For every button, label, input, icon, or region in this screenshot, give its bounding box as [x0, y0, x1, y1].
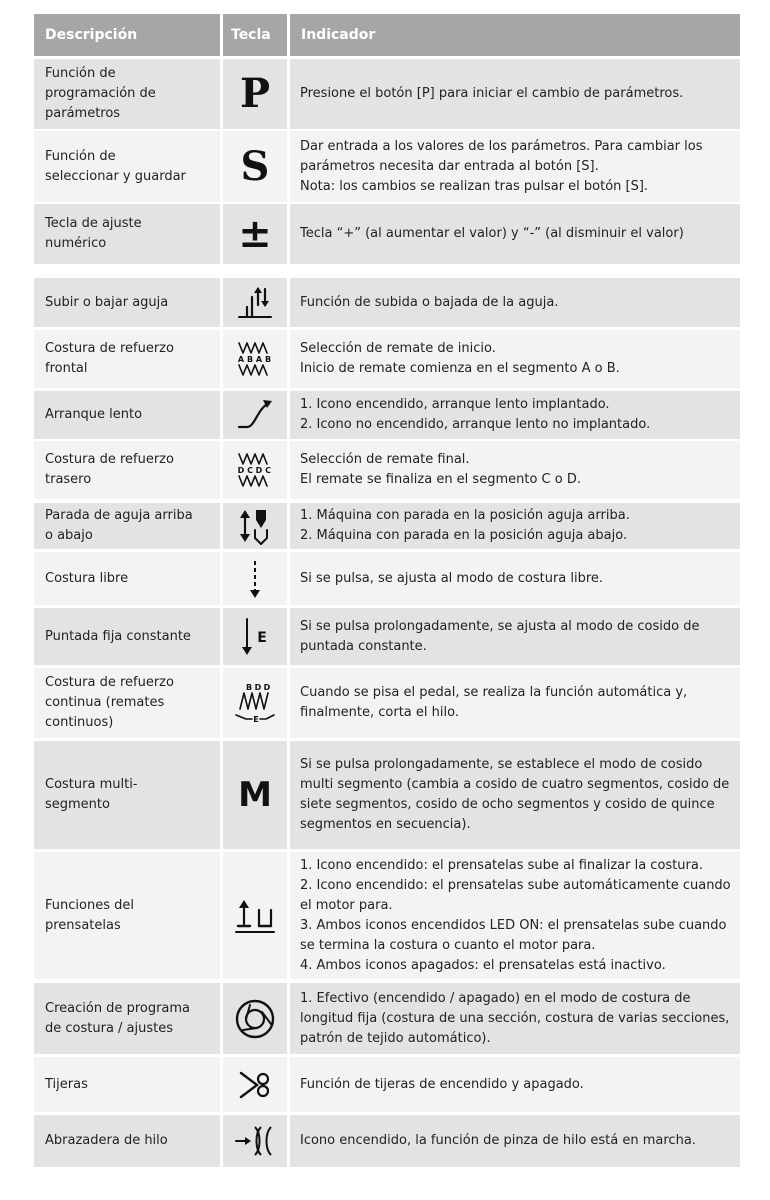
description-text: Creación de programa de costura / ajustes: [45, 1000, 191, 1036]
header-descripcion: Descripción: [34, 14, 220, 56]
table-row: [34, 668, 740, 738]
description-cell: [34, 204, 220, 264]
description-cell: [34, 741, 220, 849]
description-text: Funciones del prensatelas: [45, 897, 134, 933]
indicator-cell: [290, 59, 740, 129]
key-cell: [223, 278, 287, 327]
svg-text:A: A: [237, 355, 245, 364]
table-row: [34, 983, 740, 1054]
indicator-text: Si se pulsa prolongadamente, se establece el modo de cosido multi segmento (cambia a cosido de cuatro segmentos, cosido de siete segmentos, cosido de ocho segmentos y cosido de quince segmentos en secuencia).: [300, 757, 730, 832]
svg-text:D: D: [254, 683, 262, 692]
description-text: Función de programación de parámetros: [45, 66, 156, 121]
indicator-text: Presione el botón [P] para iniciar el cambio de parámetros.: [300, 86, 684, 101]
indicator-cell: [290, 503, 740, 549]
description-text: Función de seleccionar y guardar: [45, 148, 186, 184]
end-backtack-icon: [233, 450, 277, 490]
table-row: [34, 741, 740, 849]
scissors-icon: [235, 1065, 275, 1105]
indicator-text: 1. Icono encendido: el prensatelas sube al finalizar la costura. 2. Icono encendido: el prensatelas sube automáticamente cuando el motor para. 3. Ambos iconos encendidos LED ON: el prensatelas sube cuando se termina la costura o cuanto el motor para. 4. Ambos iconos apagados: el prensatelas está inactivo.: [300, 857, 731, 973]
key-cell: [223, 852, 287, 979]
key-cell: [223, 741, 287, 849]
needle-up-down-icon: [235, 283, 275, 323]
table-row: [34, 131, 740, 202]
description-cell: [34, 1057, 220, 1112]
svg-text:D: D: [237, 466, 245, 475]
key-cell: [223, 608, 287, 665]
key-cell: [223, 1057, 287, 1112]
table-row: [34, 59, 740, 129]
key-cell: [223, 503, 287, 549]
indicator-cell: [290, 983, 740, 1054]
description-cell: [34, 552, 220, 605]
description-cell: [34, 278, 220, 327]
key-glyph: S: [240, 142, 270, 190]
table-header: [34, 14, 740, 56]
table-row: [34, 278, 740, 327]
description-text: Costura de refuerzo frontal: [45, 341, 174, 376]
description-text: Costura multi- segmento: [45, 777, 138, 812]
description-text: Puntada fija constante: [45, 628, 191, 644]
indicator-text: 1. Máquina con parada en la posición aguja arriba. 2. Máquina con parada en la posición aguja abajo.: [300, 508, 630, 543]
description-cell: [34, 668, 220, 738]
table-row: [34, 441, 740, 499]
table-row: [34, 852, 740, 979]
svg-text:B: B: [246, 355, 254, 364]
svg-text:C: C: [247, 466, 253, 475]
indicator-cell: [290, 1115, 740, 1167]
svg-text:A: A: [255, 355, 263, 364]
description-cell: [34, 441, 220, 499]
indicator-cell: [290, 852, 740, 979]
indicator-cell: [290, 131, 740, 202]
header-tecla: Tecla: [223, 14, 287, 56]
description-cell: [34, 330, 220, 388]
indicator-cell: [290, 330, 740, 388]
description-text: Arranque lento: [45, 407, 143, 422]
key-cell: [223, 204, 287, 264]
table-row: [34, 330, 740, 388]
indicator-cell: [290, 441, 740, 499]
front-backtack-icon: [233, 339, 277, 379]
indicator-cell: [290, 552, 740, 605]
key-cell: [223, 131, 287, 202]
svg-text:D: D: [263, 683, 271, 692]
indicator-cell: [290, 204, 740, 264]
svg-text:C: C: [265, 466, 271, 475]
description-cell: [34, 503, 220, 549]
description-cell: [34, 1115, 220, 1167]
description-text: Costura de refuerzo trasero: [45, 452, 174, 487]
indicator-cell: [290, 668, 740, 738]
description-text: Costura de refuerzo continua (remates continuos): [45, 675, 174, 730]
indicator-text: 1. Icono encendido, arranque lento implantado. 2. Icono no encendido, arranque lento no implantado.: [300, 397, 651, 432]
indicator-cell: [290, 391, 740, 439]
key-cell: [223, 330, 287, 388]
key-cell: [223, 441, 287, 499]
svg-text:B: B: [245, 683, 253, 692]
table-row: [34, 1115, 740, 1167]
key-glyph: P: [239, 70, 271, 117]
indicator-text: Tecla “+” (al aumentar el valor) y “-” (al disminuir el valor): [300, 226, 684, 241]
indicator-text: 1. Efectivo (encendido / apagado) en el modo de costura de longitud fija (costura de una sección, costura de varias secciones, patrón de tejido automático).: [300, 990, 730, 1046]
svg-text:E: E: [253, 715, 259, 724]
key-cell: [223, 59, 287, 129]
table-row: [34, 503, 740, 549]
key-glyph: ±: [238, 210, 272, 257]
indicator-cell: [290, 608, 740, 665]
svg-text:E: E: [257, 629, 267, 646]
plus-minus-key-icon: [238, 210, 272, 257]
description-text: Costura libre: [45, 570, 129, 586]
indicator-cell: [290, 741, 740, 849]
presser-foot-icon: [233, 896, 277, 936]
key-cell: [223, 552, 287, 605]
table-row: [34, 204, 740, 264]
description-cell: [34, 59, 220, 129]
indicator-text: Icono encendido, la función de pinza de hilo está en marcha.: [300, 1133, 696, 1148]
svg-text:D: D: [255, 466, 263, 475]
description-cell: [34, 391, 220, 439]
description-text: Subir o bajar aguja: [45, 294, 169, 310]
description-cell: [34, 131, 220, 202]
indicator-text: Selección de remate final. El remate se finaliza en el segmento C o D.: [300, 452, 581, 487]
description-cell: [34, 983, 220, 1054]
key-glyph: M: [238, 775, 272, 815]
description-text: Parada de aguja arriba o abajo: [45, 508, 193, 543]
m-key-icon: [238, 775, 272, 815]
key-cell: [223, 391, 287, 439]
indicator-text: Si se pulsa prolongadamente, se ajusta al modo de cosido de puntada constante.: [300, 618, 700, 654]
continuous-backtack-icon: [232, 681, 278, 725]
indicator-text: Cuando se pisa el pedal, se realiza la función automática y, finalmente, corta el hilo.: [300, 685, 688, 720]
table-row: [34, 608, 740, 665]
needle-stop-position-icon: [235, 506, 275, 546]
table-row: [34, 552, 740, 605]
description-text: Tijeras: [45, 1076, 88, 1092]
key-cell: [223, 1115, 287, 1167]
p-key-icon: [239, 70, 271, 117]
description-text: Abrazadera de hilo: [45, 1133, 168, 1148]
indicator-text: Dar entrada a los valores de los parámetros. Para cambiar los parámetros necesita dar entrada al botón [S]. Nota: los cambios se realizan tras pulsar el botón [S].: [300, 138, 703, 194]
indicator-cell: [290, 1057, 740, 1112]
description-cell: [34, 608, 220, 665]
constant-stitch-icon: [235, 615, 275, 659]
header-indicador: Indicador: [290, 14, 740, 56]
indicator-text: Si se pulsa, se ajusta al modo de costura libre.: [300, 570, 604, 586]
table-row: [34, 391, 740, 439]
description-cell: [34, 852, 220, 979]
s-key-icon: [240, 142, 270, 190]
indicator-cell: [290, 278, 740, 327]
key-cell: [223, 668, 287, 738]
indicator-text: Función de tijeras de encendido y apagado.: [300, 1076, 584, 1092]
indicator-text: Función de subida o bajada de la aguja.: [300, 294, 559, 310]
description-text: Tecla de ajuste numérico: [45, 216, 142, 251]
key-cell: [223, 983, 287, 1054]
free-sewing-icon: [240, 557, 270, 601]
sewing-program-icon: [233, 997, 277, 1041]
table-row: [34, 1057, 740, 1112]
svg-text:B: B: [264, 355, 272, 364]
soft-start-icon: [235, 395, 275, 435]
indicator-text: Selección de remate de inicio. Inicio de remate comienza en el segmento A o B.: [300, 341, 620, 376]
thread-clamp-icon: [233, 1121, 277, 1161]
